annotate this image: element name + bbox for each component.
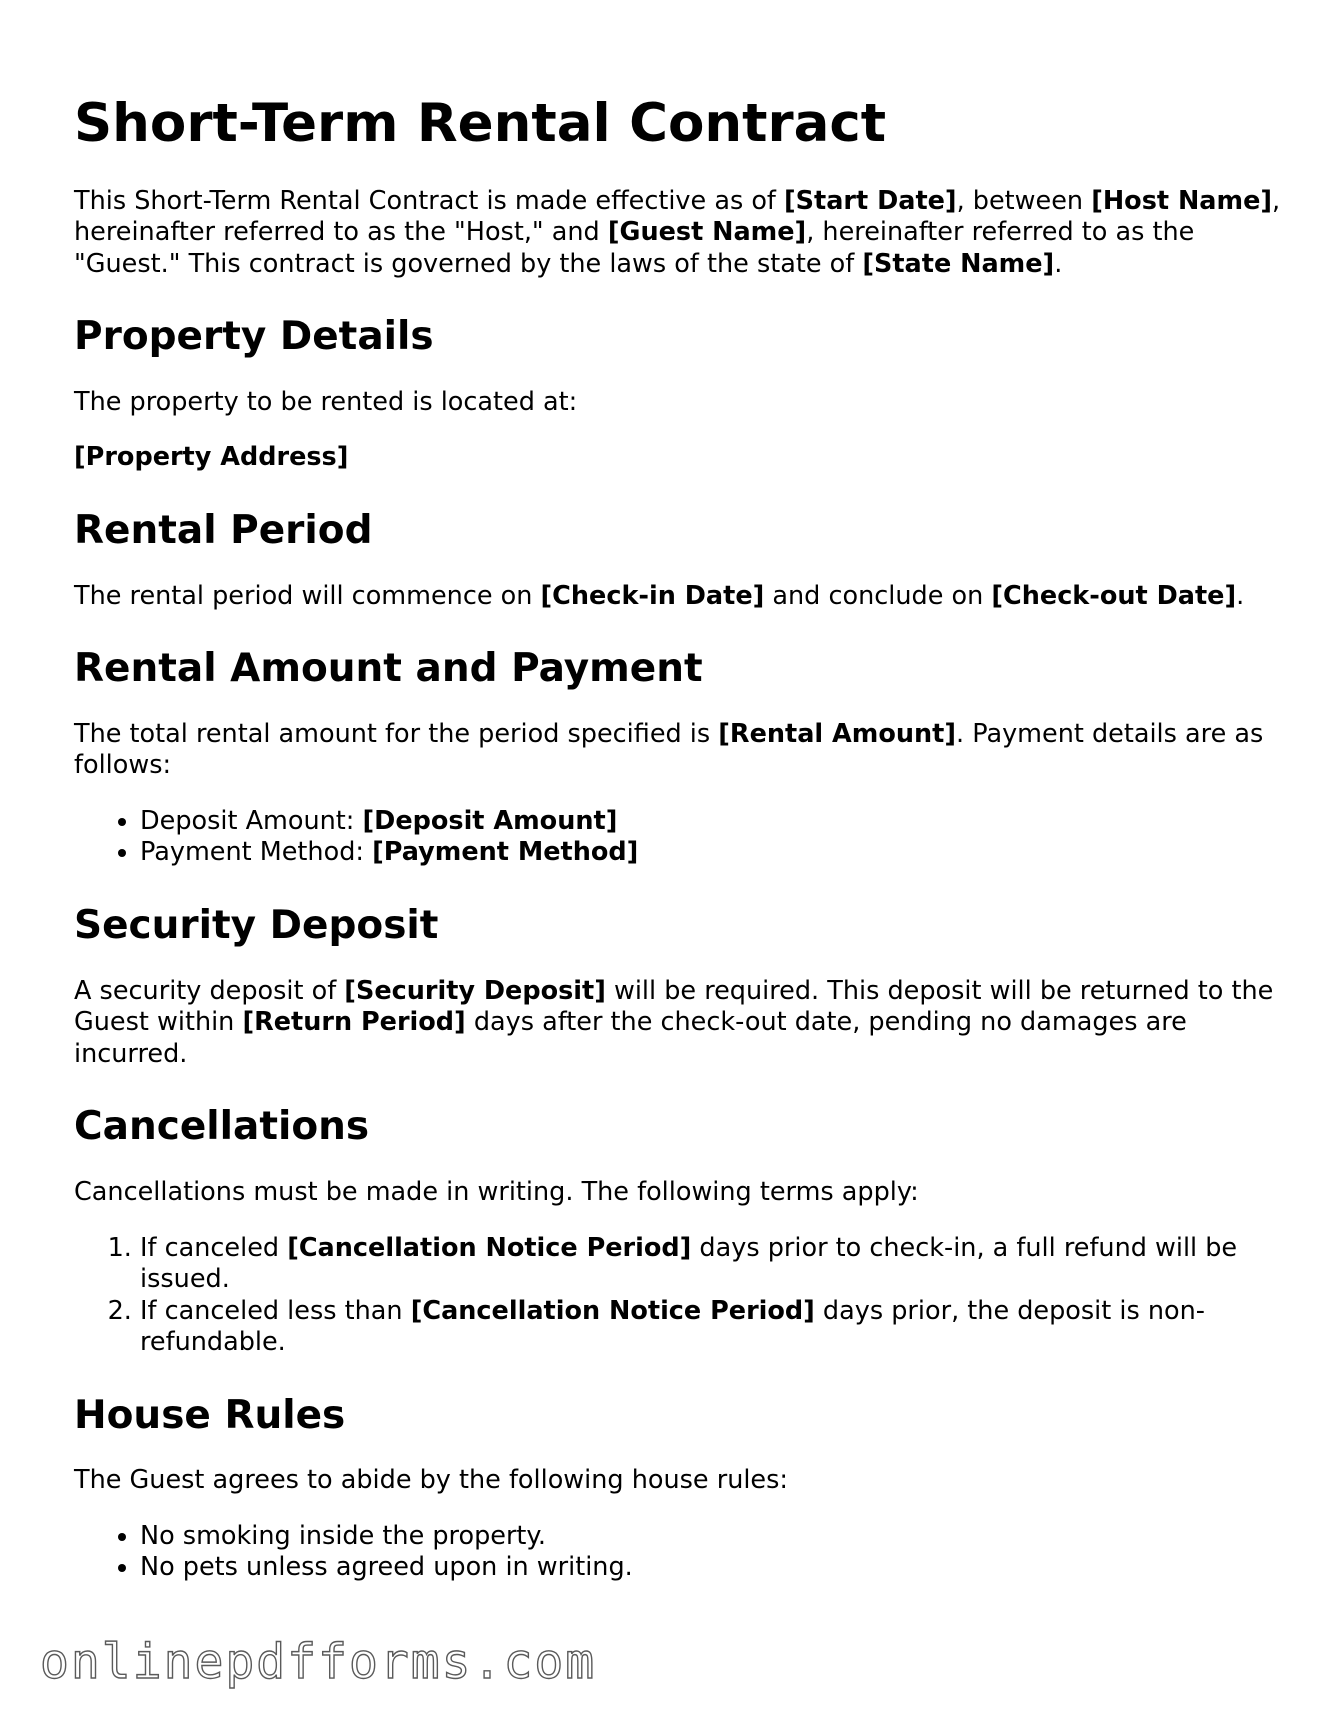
start-date-placeholder: [Start Date] [784, 185, 957, 216]
property-address-placeholder: [Property Address] [74, 442, 349, 473]
payment-method-placeholder: [Payment Method] [372, 837, 639, 868]
cancellation-notice-placeholder: [Cancellation Notice Period] [287, 1232, 692, 1263]
rental-amount-paragraph: The total rental amount for the period specified is [Rental Amount]. Payment details are as follows: [74, 718, 1264, 781]
intro-paragraph: This Short-Term Rental Contract is made effective as of [Start Date], between [Host Name], hereinafter referred to as the "Host," and [Guest Name], hereinafter referred to as the "Guest." This contract is governed by the laws of the state of [State Name]. [74, 185, 1281, 279]
list-item: • No smoking inside the property. [140, 1521, 1284, 1553]
list-item: • No pets unless agreed upon in writing. [140, 1552, 1284, 1584]
rental-amount-heading: Rental Amount and Payment [74, 646, 703, 692]
house-rules-list [74, 1521, 1284, 1584]
security-deposit-placeholder: [Security Deposit] [344, 975, 606, 1006]
check-out-date-placeholder: [Check-out Date] [991, 580, 1237, 611]
cancellation-terms-list [74, 1233, 1284, 1359]
list-item: • Payment Method: [Payment Method] [140, 837, 1284, 869]
property-details-heading: Property Details [74, 314, 434, 360]
rental-period-heading: Rental Period [74, 507, 373, 553]
watermark: onlinepdfforms.com [40, 1634, 597, 1690]
payment-details-list [74, 806, 1284, 869]
house-rules-text: The Guest agrees to abide by the following house rules: [74, 1465, 788, 1496]
check-in-date-placeholder: [Check-in Date] [540, 580, 765, 611]
property-address-paragraph [74, 442, 1284, 474]
guest-name-placeholder: [Guest Name] [607, 217, 807, 248]
rental-amount-placeholder: [Rental Amount] [718, 718, 957, 749]
security-deposit-heading: Security Deposit [74, 902, 439, 948]
list-item: • Deposit Amount: [Deposit Amount] [140, 806, 1284, 838]
cancellations-text: Cancellations must be made in writing. The following terms apply: [74, 1177, 919, 1208]
state-name-placeholder: [State Name] [862, 248, 1055, 279]
house-rules-heading: House Rules [74, 1392, 346, 1438]
list-item: 1. If canceled [Cancellation Notice Period] days prior to check-in, a full refund will be issued. [140, 1233, 1284, 1296]
property-text: The property to be rented is located at: [74, 386, 578, 417]
return-period-placeholder: [Return Period] [242, 1007, 466, 1038]
document-page [74, 92, 1284, 1618]
host-name-placeholder: [Host Name] [1091, 185, 1273, 216]
security-deposit-paragraph: A security deposit of [Security Deposit] will be required. This deposit will be returned to the Guest within [Return Period] days after the check-out date, pending no damages are incurred. [74, 975, 1274, 1069]
deposit-amount-placeholder: [Deposit Amount] [362, 805, 618, 836]
cancellations-heading: Cancellations [74, 1104, 370, 1150]
list-item: 2. If canceled less than [Cancellation Notice Period] days prior, the deposit is non-refundable. [140, 1296, 1284, 1359]
rental-period-paragraph: The rental period will commence on [Check-in Date] and conclude on [Check-out Date]. [74, 580, 1245, 611]
cancellation-notice-placeholder: [Cancellation Notice Period] [410, 1295, 815, 1326]
document-title: Short-Term Rental Contract [74, 93, 887, 154]
